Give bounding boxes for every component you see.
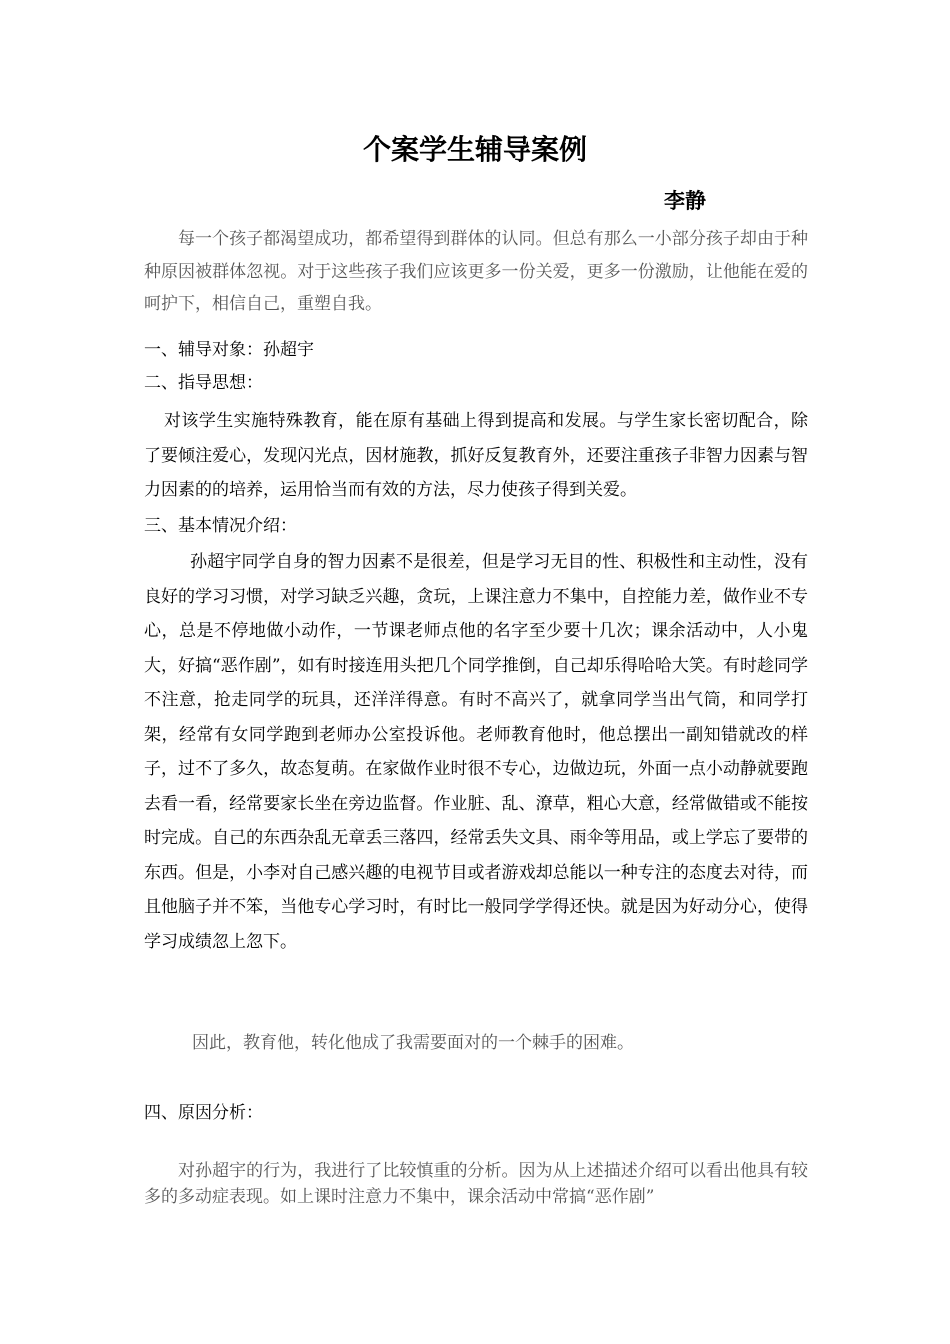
section4-heading: 四、原因分析： — [144, 1103, 263, 1123]
section2-body: 对该学生实施特殊教育，能在原有基础上得到提高和发展。与学生家长密切配合，除了要倾注爱心，发现闪光点，因材施教，抓好反复教育外，还要注重孩子非智力因素与智力因素的的培养，运用恰当而有效的方法，尽力使孩子得到关爱。 — [144, 411, 808, 500]
author-name: 李静 — [664, 189, 706, 213]
section1-heading: 一、辅导对象：孙超宇 — [144, 340, 314, 360]
section3-conclusion: 因此，教育他，转化他成了我需要面对的一个棘手的困难。 — [192, 1033, 634, 1053]
section3-heading: 三、基本情况介绍： — [144, 516, 297, 536]
section4-body: 对孙超宇的行为，我进行了比较慎重的分析。因为从上述描述介绍可以看出他具有较多的多动症表现。如上课时注意力不集中，课余活动中常搞“恶作剧” — [144, 1161, 808, 1207]
section2-heading: 二、指导思想： — [144, 373, 263, 393]
document-title: 个案学生辅导案例 — [362, 133, 587, 166]
intro-paragraph: 每一个孩子都渴望成功，都希望得到群体的认同。但总有那么一小部分孩子却由于种种原因被群体忽视。对于这些孩子我们应该更多一份关爱，更多一份激励，让他能在爱的呵护下，相信自己，重塑自我。 — [144, 229, 808, 314]
section3-body: 孙超宇同学自身的智力因素不是很差，但是学习无目的性、积极性和主动性，没有良好的学习习惯，对学习缺乏兴趣，贪玩，上课注意力不集中，自控能力差，做作业不专心，总是不停地做小动作，一节课老师点他的名字至少要十几次；课余活动中，人小鬼大，好搞“恶作剧”，如有时接连用头把几个同学推倒，自己却乐得哈哈大笑。有时趁同学不注意，抢走同学的玩具，还洋洋得意。有时不高兴了，就拿同学当出气筒，和同学打架，经常有女同学跑到老师办公室投诉他。老师教育他时，他总摆出一副知错就改的样子，过不了多久，故态复萌。在家做作业时很不专心，边做边玩，外面一点小动静就要跑去看一看，经常要家长坐在旁边监督。作业脏、乱、潦草，粗心大意，经常做错或不能按时完成。自己的东西杂乱无章丢三落四，经常丢失文具、雨伞等用品，或上学忘了要带的东西。但是，小李对自己感兴趣的电视节目或者游戏却总能以一种专注的态度去对待，而且他脑子并不笨，当他专心学习时，有时比一般同学学得还快。就是因为好动分心，使得学习成绩忽上忽下。 — [144, 552, 808, 952]
